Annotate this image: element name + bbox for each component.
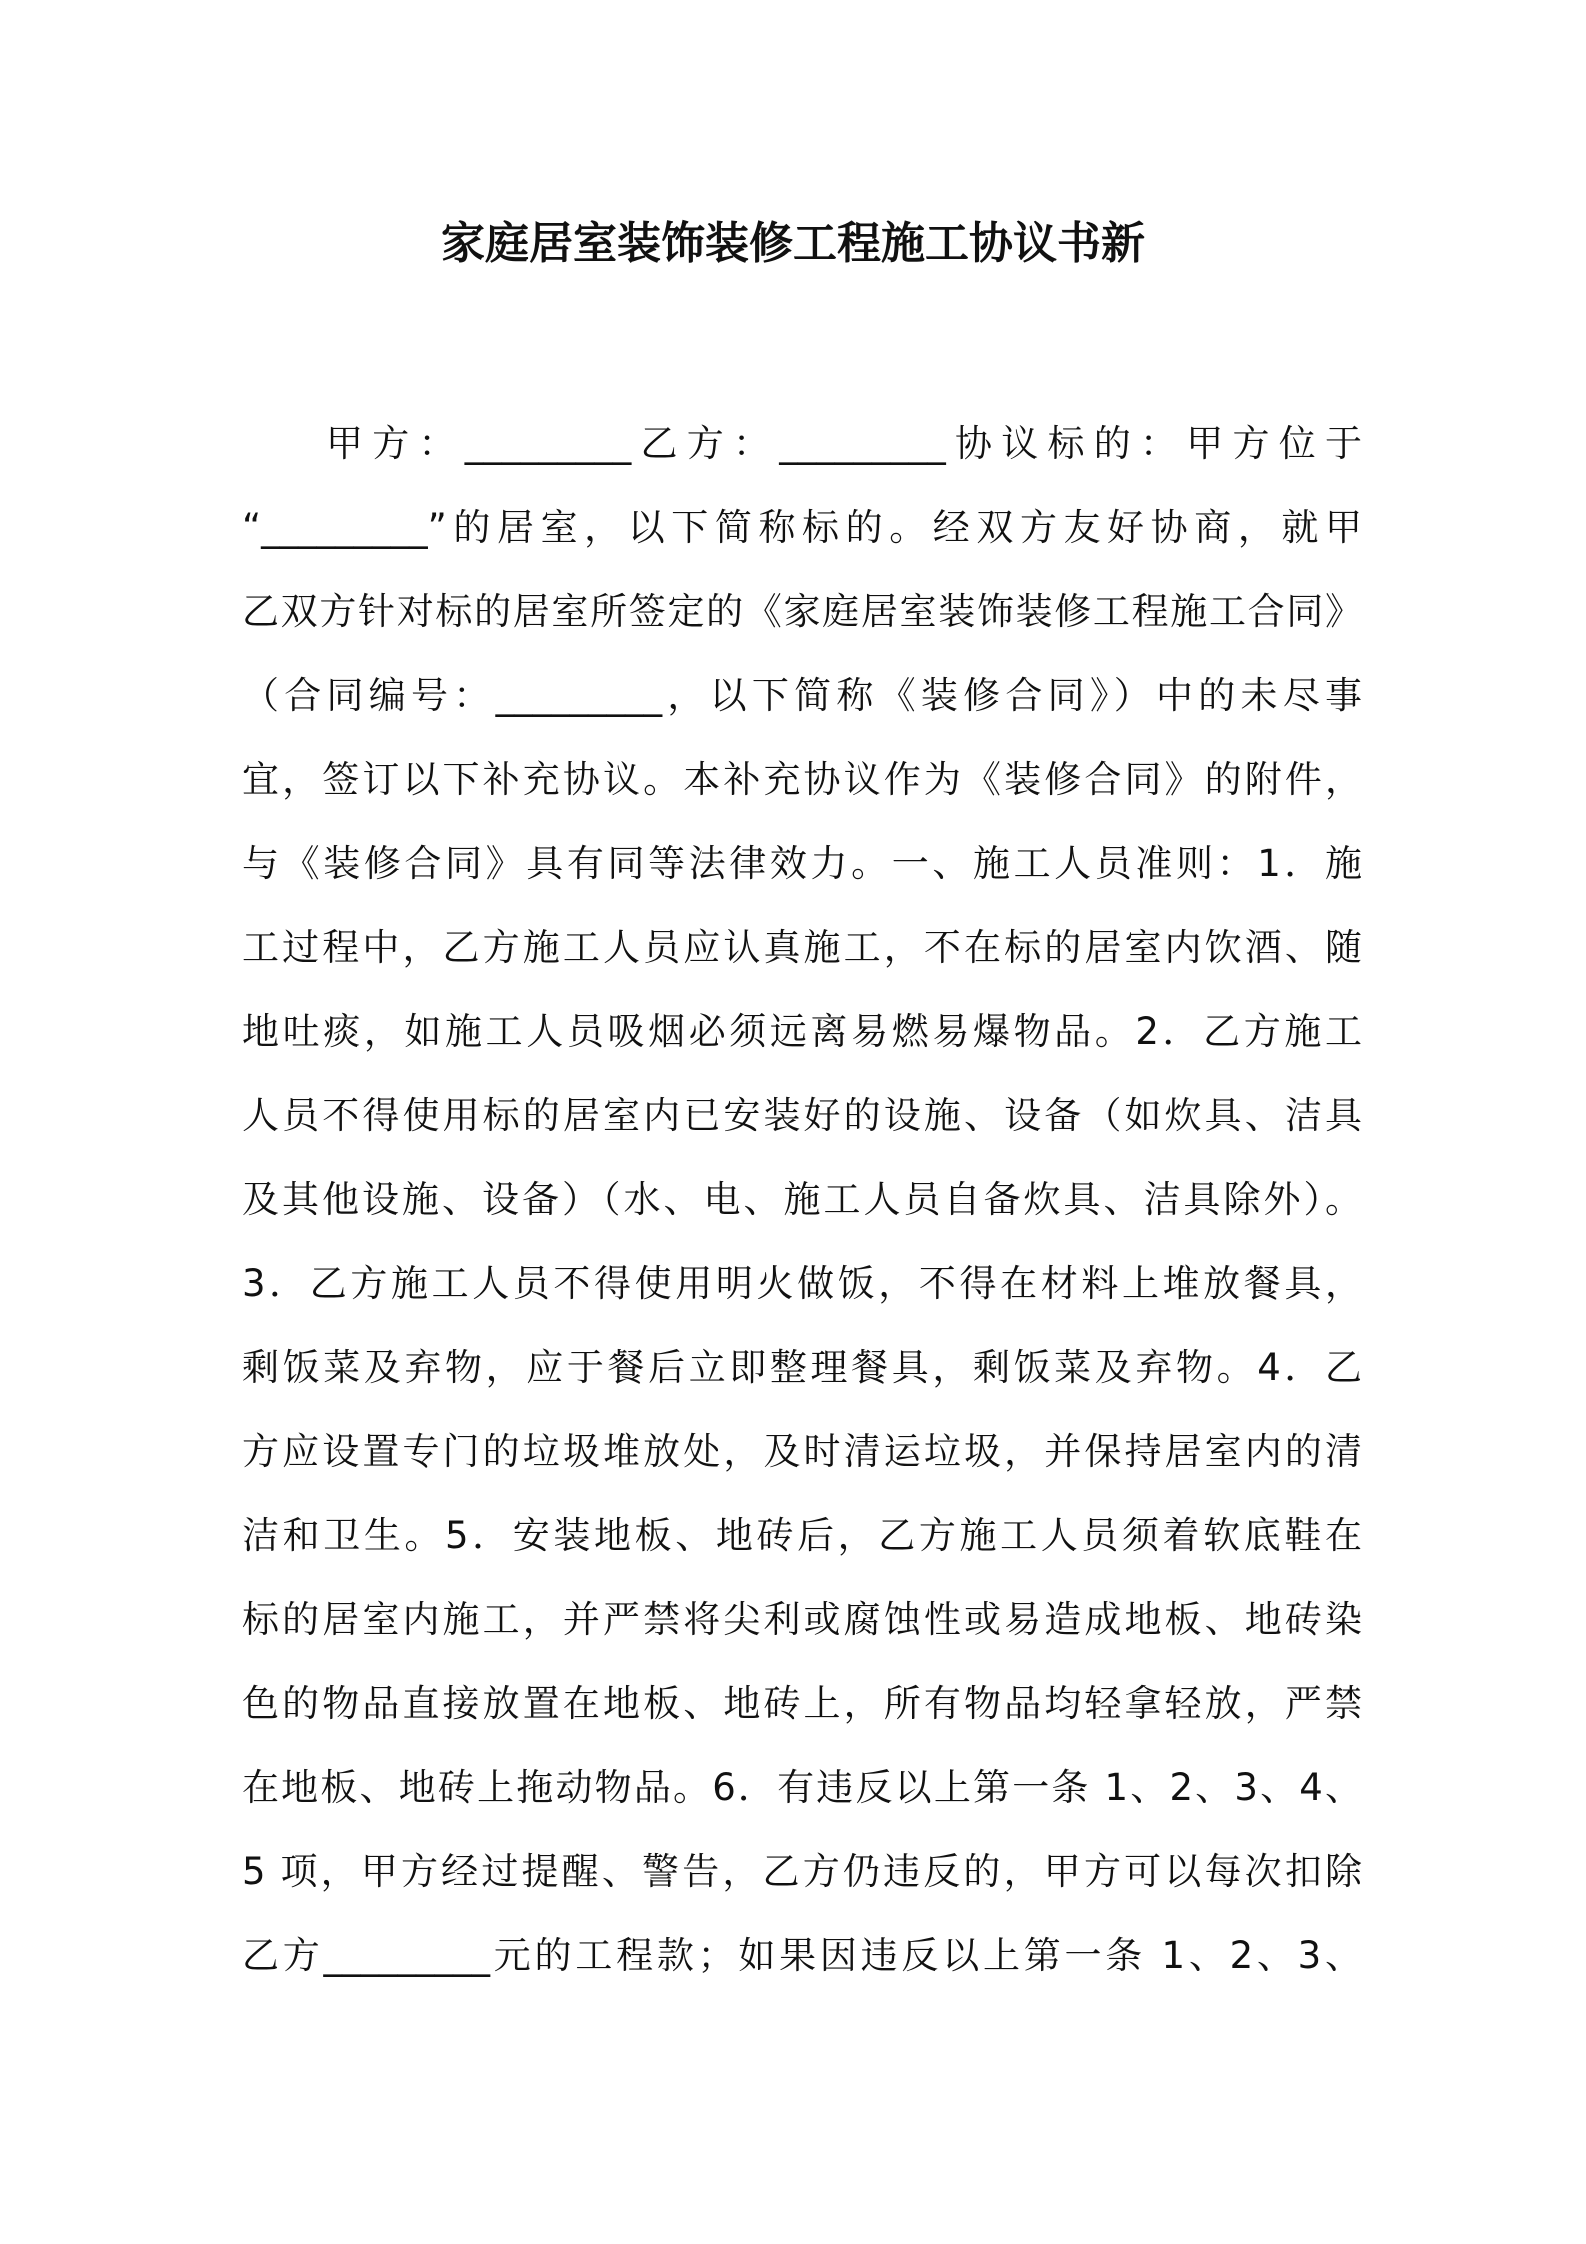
body-line: 3．乙方施工人员不得使用明火做饭，不得在材料上堆放餐具， bbox=[242, 1262, 1362, 1305]
document-body bbox=[242, 402, 1362, 1998]
body-line: 方应设置专门的垃圾堆放处，及时清运垃圾，并保持居室内的清 bbox=[242, 1430, 1362, 1473]
body-line: 宜，签订以下补充协议。本补充协议作为《装修合同》的附件， bbox=[242, 758, 1362, 801]
body-line: “_________”的居室，以下简称标的。经双方友好协商，就甲 bbox=[242, 506, 1362, 549]
body-line: 与《装修合同》具有同等法律效力。一、施工人员准则：1．施 bbox=[242, 842, 1362, 885]
document-title: 家庭居室装饰装修工程施工协议书新 bbox=[441, 218, 1145, 269]
body-line: 标的居室内施工，并严禁将尖利或腐蚀性或易造成地板、地砖染 bbox=[242, 1598, 1362, 1641]
body-line: 色的物品直接放置在地板、地砖上，所有物品均轻拿轻放，严禁 bbox=[242, 1682, 1362, 1725]
body-line: （合同编号：_________，以下简称《装修合同》）中的未尽事 bbox=[242, 674, 1362, 717]
body-line: 剩饭菜及弃物，应于餐后立即整理餐具，剩饭菜及弃物。4．乙 bbox=[242, 1346, 1362, 1389]
body-line: 工过程中，乙方施工人员应认真施工，不在标的居室内饮酒、随 bbox=[242, 926, 1362, 969]
body-line: 在地板、地砖上拖动物品。6．有违反以上第一条 1、2、3、4、 bbox=[242, 1766, 1362, 1809]
body-line: 洁和卫生。5．安装地板、地砖后，乙方施工人员须着软底鞋在 bbox=[242, 1514, 1362, 1557]
body-line: 乙双方针对标的居室所签定的《家庭居室装饰装修工程施工合同》 bbox=[242, 590, 1362, 633]
body-line: 乙方_________元的工程款；如果因违反以上第一条 1、2、3、 bbox=[242, 1934, 1362, 1977]
body-line: 及其他设施、设备）（水、电、施工人员自备炊具、洁具除外）。 bbox=[242, 1178, 1362, 1221]
body-line: 甲方：_________乙方：_________协议标的：甲方位于 bbox=[326, 422, 1362, 465]
body-line: 地吐痰，如施工人员吸烟必须远离易燃易爆物品。2．乙方施工 bbox=[242, 1010, 1362, 1053]
body-line: 5 项，甲方经过提醒、警告，乙方仍违反的，甲方可以每次扣除 bbox=[242, 1850, 1362, 1893]
body-line: 人员不得使用标的居室内已安装好的设施、设备（如炊具、洁具 bbox=[242, 1094, 1362, 1137]
